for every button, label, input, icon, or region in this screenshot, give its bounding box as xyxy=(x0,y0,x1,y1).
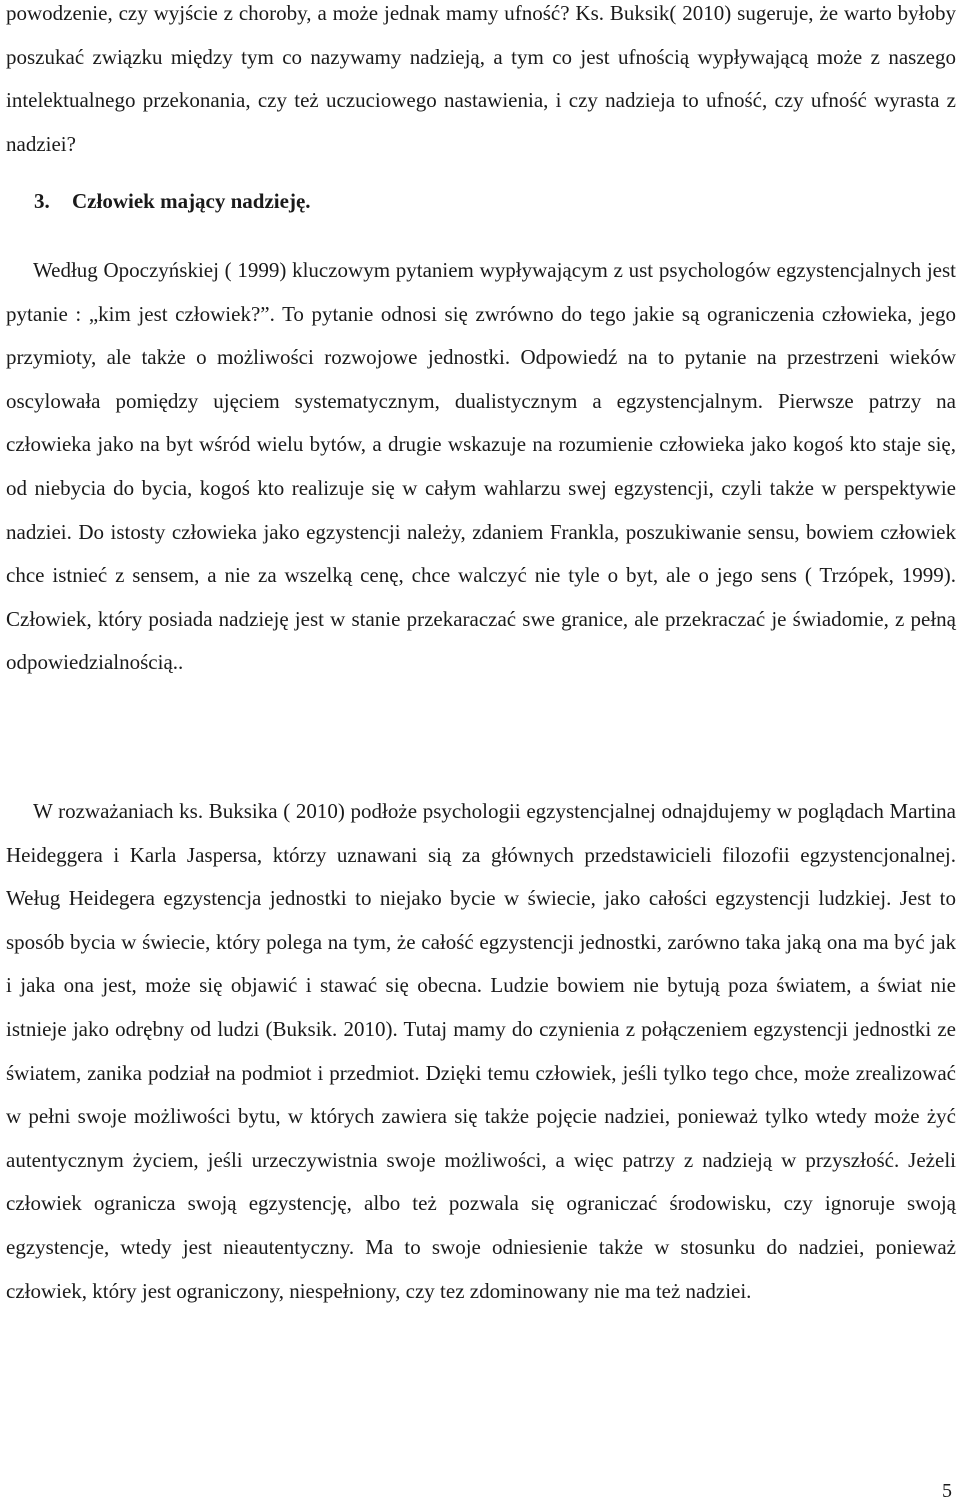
paragraph-buksik: W rozważaniach ks. Buksika ( 2010) podłoże psychologii egzystencjalnej odnajdujemy w poglądach Martina Heideggera i Karla Jaspersa, którzy uznawani sią za głównych przedstawicieli filozofii egzystencjonalnej. Weług Heidegera egzystencja jednostki to niejako bycie w świecie, jako całości egzystencji ludzkiej. Jest to sposób bycia w świecie, który polega na tym, że całość egzystencji jednostki, zarówno taka jaką ona ma być jak i jaka ona jest, może się objawić i stawać się obecna. Ludzie bowiem nie bytują poza światem, a świat nie istnieje jako odrębny od ludzi (Buksik. 2010). Tutaj mamy do czynienia z połączeniem egzystencji jednostki ze światem, zanika podział na podmiot i przedmiot. Dzięki temu człowiek, jeśli tylko tego chce, może zrealizować w pełni swoje możliwości bytu, w których zawiera się także pojęcie nadziei, ponieważ tylko wtedy może żyć autentycznym życiem, jeśli urzeczywistnia swoje możliwości, a więc patrzy z nadzieją w przyszłość. Jeżeli człowiek ogranicza swoją egzystencję, albo też pozwala się ograniczać środowisku, czy ignoruje swoją egzystencje, wtedy jest nieautentyczny. Ma to swoje odniesienie także w stosunku do nadziei, ponieważ człowiek, który jest ograniczony, niespełniony, czy tez zdominowany nie ma też nadziei. xyxy=(6,799,956,1303)
page-number: 5 xyxy=(942,1480,952,1502)
section-number: 3. xyxy=(34,189,50,213)
paragraph-opoczynska: Według Opoczyńskiej ( 1999) kluczowym pytaniem wypływającym z ust psychologów egzystencjalnych jest pytanie : „kim jest człowiek?”. To pytanie odnosi się zwrówno do tego jakie są ograniczenia człowieka, jego przymioty, ale także o możliwości rozwojowe jednostki. Odpowiedź na to pytanie na przestrzeni wieków oscylowała pomiędzy ujęciem systematycznym, dualistycznym a egzystencjalnym. Pierwsze patrzy na człowieka jako na byt wśród wielu bytów, a drugie wskazuje na rozumienie człowieka jako kogoś kto staje się, od niebycia do bycia, kogoś kto realizuje się w całym wahlarzu swej egzystencji, czyli także w perspektywie nadziei. Do istosty człowieka jako egzystencji należy, zdaniem Frankla, poszukiwanie sensu, bowiem człowiek chce istnieć z sensem, a nie za wszelką cenę, chce walczyć nie tyle o byt, ale o jego sens ( Trzópek, 1999). Człowiek, który posiada nadzieję jest w stanie przekaraczać swe granice, ale przekraczać je świadomie, z pełną odpowiedzialnością.. xyxy=(6,258,956,675)
paragraph-continuation: powodzenie, czy wyjście z choroby, a może jednak mamy ufność? Ks. Buksik( 2010) sugeruje, że warto byłoby poszukać związku między tym co nazywamy nadzieją, a tym co jest ufnością wypływającą może z naszego intelektualnego przekonania, czy też uczuciowego nastawienia, i czy nadzieja to ufność, czy ufność wyrasta z nadziei? xyxy=(6,1,956,156)
section-heading xyxy=(34,189,311,214)
document-page xyxy=(6,0,956,1303)
section-title: Człowiek mający nadzieję. xyxy=(72,189,311,213)
